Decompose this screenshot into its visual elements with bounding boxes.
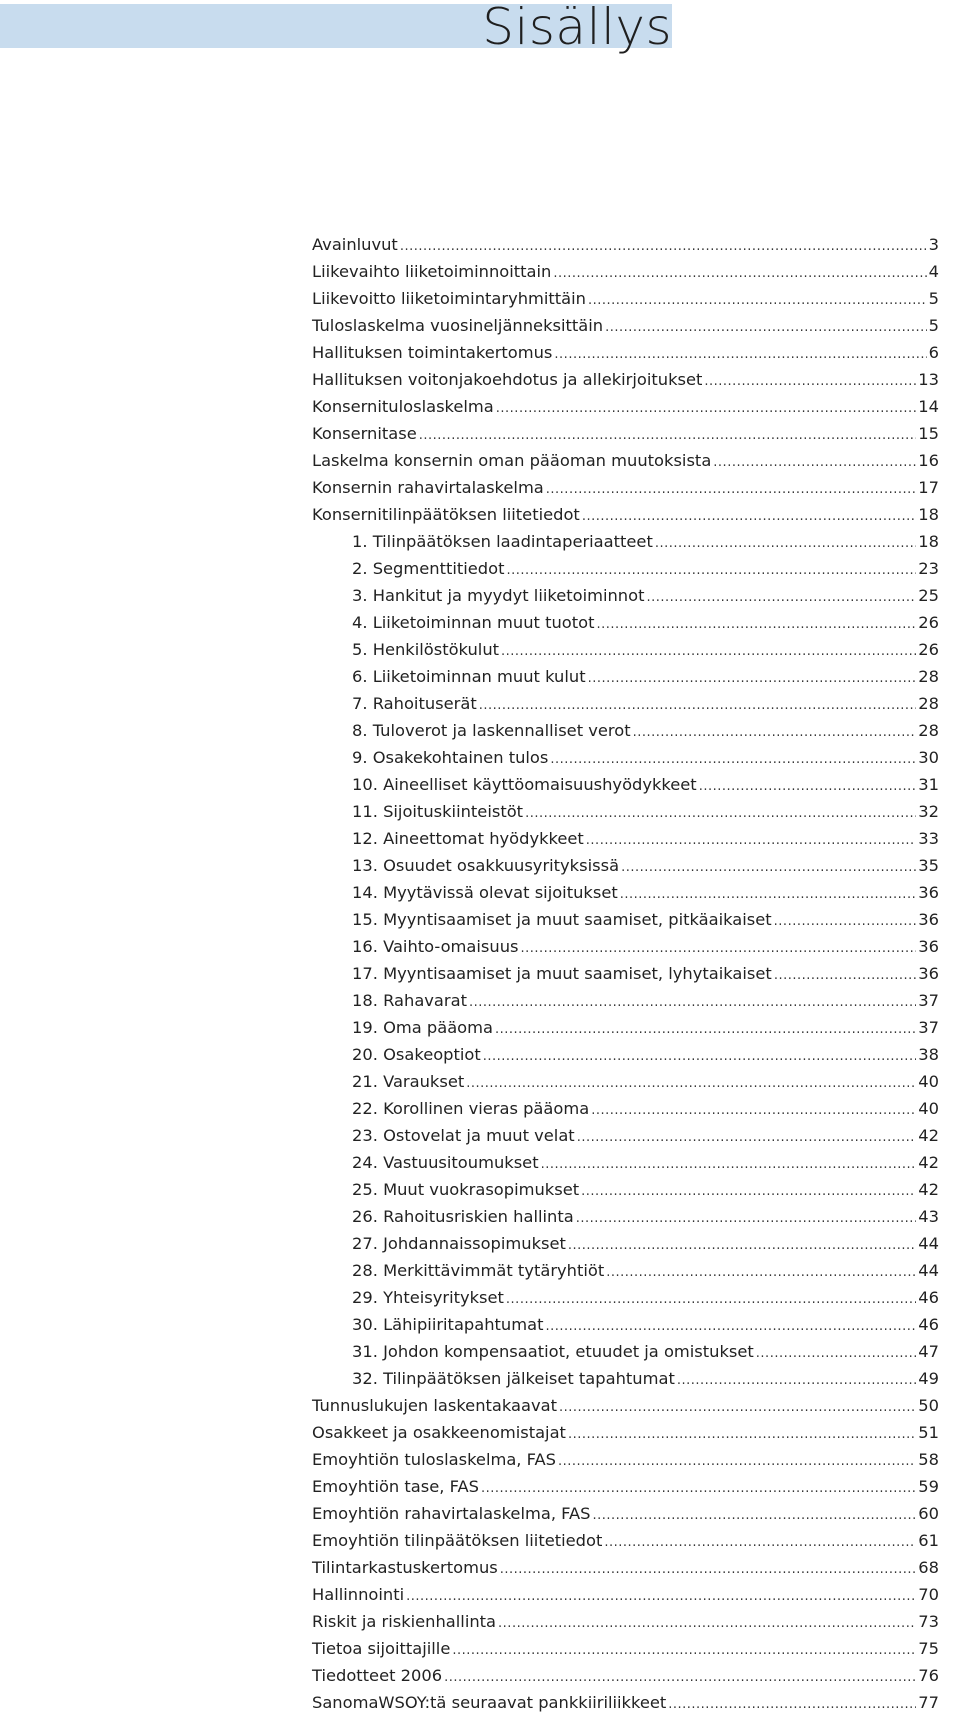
dot-leader (756, 1340, 916, 1367)
toc-entry-page-number: 42 (918, 1126, 939, 1145)
toc-entry[interactable] (312, 1392, 939, 1419)
toc-entry[interactable] (312, 231, 939, 258)
dot-leader (586, 827, 916, 854)
dot-leader (558, 1448, 916, 1475)
toc-entry[interactable] (312, 1608, 939, 1635)
toc-entry-page-number: 40 (918, 1099, 939, 1118)
dot-leader (479, 692, 917, 719)
toc-entry[interactable] (312, 960, 939, 987)
toc-entry-label: 23. Ostovelat ja muut velat (352, 1126, 575, 1145)
toc-entry-label: Laskelma konsernin oman pääoman muutoksista (312, 451, 712, 470)
toc-entry-label: 24. Vastuusitoumukset (352, 1153, 539, 1172)
toc-entry[interactable] (312, 1554, 939, 1581)
toc-entry-label: Konsernituloslaskelma (312, 397, 494, 416)
toc-entry[interactable] (312, 1203, 939, 1230)
toc-entry-label: 7. Rahoituserät (352, 694, 477, 713)
dot-leader (597, 611, 917, 638)
toc-entry[interactable] (312, 798, 939, 825)
toc-entry[interactable] (312, 1662, 939, 1689)
toc-entry-label: 28. Merkittävimmät tytäryhtiöt (352, 1261, 605, 1280)
toc-entry-page-number: 40 (918, 1072, 939, 1091)
toc-entry[interactable] (312, 1635, 939, 1662)
toc-entry[interactable] (312, 1176, 939, 1203)
toc-entry-page-number: 25 (918, 586, 939, 605)
toc-entry[interactable] (312, 258, 939, 285)
toc-entry[interactable] (312, 1257, 939, 1284)
toc-entry[interactable] (312, 663, 939, 690)
toc-entry-label: Liikevaihto liiketoiminnoittain (312, 262, 552, 281)
toc-entry[interactable] (312, 1149, 939, 1176)
toc-entry-page-number: 61 (918, 1531, 939, 1550)
toc-entry-page-number: 28 (918, 721, 939, 740)
toc-entry[interactable] (312, 1311, 939, 1338)
toc-entry-page-number: 75 (918, 1639, 939, 1658)
dot-leader (554, 341, 926, 368)
dot-leader (568, 1232, 916, 1259)
toc-entry-page-number: 76 (918, 1666, 939, 1685)
dot-leader (419, 422, 917, 449)
toc-entry-page-number: 36 (918, 883, 939, 902)
toc-entry[interactable] (312, 285, 939, 312)
toc-entry-page-number: 77 (918, 1693, 939, 1712)
toc-entry-page-number: 46 (918, 1288, 939, 1307)
toc-entry[interactable] (312, 1068, 939, 1095)
toc-entry-page-number: 35 (918, 856, 939, 875)
toc-entry[interactable] (312, 906, 939, 933)
toc-entry-page-number: 4 (928, 262, 939, 281)
toc-entry[interactable] (312, 1338, 939, 1365)
toc-entry-page-number: 36 (918, 937, 939, 956)
toc-entry-label: Riskit ja riskienhallinta (312, 1612, 497, 1631)
toc-entry-label: Emoyhtiön tuloslaskelma, FAS (312, 1450, 556, 1469)
toc-entry[interactable] (312, 1419, 939, 1446)
dot-leader (568, 1421, 916, 1448)
toc-entry-label: 3. Hankitut ja myydyt liiketoiminnot (352, 586, 645, 605)
toc-entry-page-number: 36 (918, 910, 939, 929)
toc-entry-label: 16. Vaihto-omaisuus (352, 937, 519, 956)
dot-leader (525, 800, 916, 827)
table-of-contents (312, 231, 939, 1716)
toc-entry-page-number: 37 (918, 991, 939, 1010)
toc-entry[interactable] (312, 636, 939, 663)
dot-leader (591, 1097, 916, 1124)
toc-entry-page-number: 38 (918, 1045, 939, 1064)
toc-entry[interactable] (312, 1284, 939, 1311)
dot-leader (604, 1529, 916, 1556)
toc-entry-label: Tilintarkastuskertomus (312, 1558, 498, 1577)
toc-entry-page-number: 33 (918, 829, 939, 848)
toc-entry-label: 31. Johdon kompensaatiot, etuudet ja omistukset (352, 1342, 754, 1361)
dot-leader (541, 1151, 917, 1178)
toc-entry-label: 26. Rahoitusriskien hallinta (352, 1207, 574, 1226)
toc-entry-label: 6. Liiketoiminnan muut kulut (352, 667, 586, 686)
dot-leader (546, 476, 917, 503)
dot-leader (774, 962, 916, 989)
toc-entry-page-number: 58 (918, 1450, 939, 1469)
toc-entry-page-number: 15 (918, 424, 939, 443)
dot-leader (469, 989, 916, 1016)
toc-entry-label: Liikevoitto liiketoimintaryhmittäin (312, 289, 586, 308)
toc-entry-page-number: 28 (918, 694, 939, 713)
toc-entry[interactable] (312, 1581, 939, 1608)
toc-entry-page-number: 43 (918, 1207, 939, 1226)
toc-entry-label: 30. Lähipiiritapahtumat (352, 1315, 544, 1334)
toc-entry[interactable] (312, 825, 939, 852)
toc-entry-label: 5. Henkilöstökulut (352, 640, 500, 659)
toc-entry-label: Emoyhtiön rahavirtalaskelma, FAS (312, 1504, 591, 1523)
toc-entry-label: 8. Tuloverot ja laskennalliset verot (352, 721, 631, 740)
toc-entry-page-number: 37 (918, 1018, 939, 1037)
toc-entry-label: Tunnuslukujen laskentakaavat (312, 1396, 557, 1415)
dot-leader (620, 881, 917, 908)
dot-leader (400, 233, 927, 260)
toc-entry-page-number: 5 (928, 289, 939, 308)
toc-entry-page-number: 47 (918, 1342, 939, 1361)
toc-entry-page-number: 31 (918, 775, 939, 794)
dot-leader (507, 557, 917, 584)
toc-entry-page-number: 42 (918, 1180, 939, 1199)
toc-entry-page-number: 50 (918, 1396, 939, 1415)
dot-leader (498, 1610, 916, 1637)
page-title: Sisällys (482, 0, 672, 56)
dot-leader (521, 935, 917, 962)
toc-entry[interactable] (312, 1041, 939, 1068)
toc-entry-label: 17. Myyntisaamiset ja muut saamiset, lyhytaikaiset (352, 964, 772, 983)
dot-leader (621, 854, 916, 881)
toc-entry-label: 14. Myytävissä olevat sijoitukset (352, 883, 618, 902)
toc-entry-page-number: 59 (918, 1477, 939, 1496)
toc-entry-page-number: 26 (918, 640, 939, 659)
toc-entry-page-number: 16 (918, 451, 939, 470)
toc-entry[interactable] (312, 717, 939, 744)
toc-entry-page-number: 5 (928, 316, 939, 335)
toc-entry-label: Osakkeet ja osakkeenomistajat (312, 1423, 566, 1442)
dot-leader (605, 314, 927, 341)
toc-entry-page-number: 13 (918, 370, 939, 389)
dot-leader (699, 773, 917, 800)
toc-entry-page-number: 44 (918, 1261, 939, 1280)
dot-leader (545, 1313, 916, 1340)
toc-entry-label: 15. Myyntisaamiset ja muut saamiset, pitkäaikaiset (352, 910, 772, 929)
toc-entry[interactable] (312, 1446, 939, 1473)
toc-entry[interactable] (312, 1122, 939, 1149)
toc-entry-label: 22. Korollinen vieras pääoma (352, 1099, 590, 1118)
dot-leader (553, 260, 926, 287)
toc-entry-page-number: 18 (918, 505, 939, 524)
toc-entry-label: 10. Aineelliset käyttöomaisuushyödykkeet (352, 775, 697, 794)
dot-leader (704, 368, 916, 395)
toc-entry-label: 27. Johdannaissopimukset (352, 1234, 566, 1253)
dot-leader (506, 1286, 916, 1313)
toc-entry-label: Avainluvut (312, 235, 398, 254)
dot-leader (677, 1367, 916, 1394)
dot-leader (406, 1583, 916, 1610)
toc-entry[interactable] (312, 1473, 939, 1500)
dot-leader (576, 1205, 917, 1232)
dot-leader (452, 1637, 916, 1664)
toc-entry-label: 11. Sijoituskiinteistöt (352, 802, 524, 821)
toc-entry-page-number: 17 (918, 478, 939, 497)
toc-entry[interactable] (312, 474, 939, 501)
toc-entry-label: Hallinnointi (312, 1585, 405, 1604)
toc-entry-page-number: 44 (918, 1234, 939, 1253)
toc-entry[interactable] (312, 1500, 939, 1527)
dot-leader (550, 746, 916, 773)
dot-leader (588, 665, 917, 692)
dot-leader (500, 1556, 917, 1583)
toc-entry[interactable] (312, 1014, 939, 1041)
toc-entry[interactable] (312, 609, 939, 636)
toc-entry-label: 29. Yhteisyritykset (352, 1288, 504, 1307)
toc-entry-page-number: 28 (918, 667, 939, 686)
toc-entry[interactable] (312, 852, 939, 879)
toc-entry-label: Konsernitilinpäätöksen liitetiedot (312, 505, 580, 524)
toc-entry[interactable] (312, 555, 939, 582)
toc-entry[interactable] (312, 690, 939, 717)
toc-entry-page-number: 42 (918, 1153, 939, 1172)
dot-leader (559, 1394, 916, 1421)
dot-leader (495, 1016, 916, 1043)
dot-leader (577, 1124, 917, 1151)
toc-entry-label: 1. Tilinpäätöksen laadintaperiaatteet (352, 532, 653, 551)
dot-leader (582, 503, 916, 530)
toc-entry-label: 21. Varaukset (352, 1072, 465, 1091)
dot-leader (501, 638, 916, 665)
toc-entry[interactable] (312, 1689, 939, 1716)
toc-entry[interactable] (312, 447, 939, 474)
toc-entry-label: 13. Osuudet osakkuusyrityksissä (352, 856, 620, 875)
dot-leader (496, 395, 917, 422)
toc-entry[interactable] (312, 744, 939, 771)
toc-entry-page-number: 46 (918, 1315, 939, 1334)
toc-entry-label: 32. Tilinpäätöksen jälkeiset tapahtumat (352, 1369, 675, 1388)
dot-leader (481, 1475, 916, 1502)
toc-entry[interactable] (312, 312, 939, 339)
toc-entry-page-number: 51 (918, 1423, 939, 1442)
toc-entry[interactable] (312, 501, 939, 528)
toc-entry[interactable] (312, 879, 939, 906)
toc-entry[interactable] (312, 987, 939, 1014)
toc-entry-label: 19. Oma pääoma (352, 1018, 493, 1037)
toc-entry-page-number: 73 (918, 1612, 939, 1631)
toc-entry[interactable] (312, 366, 939, 393)
toc-entry-label: Emoyhtiön tase, FAS (312, 1477, 479, 1496)
dot-leader (581, 1178, 916, 1205)
toc-entry-label: 18. Rahavarat (352, 991, 467, 1010)
toc-entry-label: 2. Segmenttitiedot (352, 559, 505, 578)
toc-entry-page-number: 68 (918, 1558, 939, 1577)
toc-entry[interactable] (312, 1230, 939, 1257)
dot-leader (588, 287, 927, 314)
toc-entry-page-number: 30 (918, 748, 939, 767)
toc-entry-label: Tietoa sijoittajille (312, 1639, 451, 1658)
toc-entry-label: Emoyhtiön tilinpäätöksen liitetiedot (312, 1531, 603, 1550)
dot-leader (606, 1259, 916, 1286)
toc-entry[interactable] (312, 582, 939, 609)
toc-entry-page-number: 18 (918, 532, 939, 551)
dot-leader (633, 719, 917, 746)
toc-entry-page-number: 36 (918, 964, 939, 983)
toc-entry-label: 25. Muut vuokrasopimukset (352, 1180, 580, 1199)
toc-entry-label: Hallituksen toimintakertomus (312, 343, 553, 362)
toc-entry-label: Tuloslaskelma vuosineljänneksittäin (312, 316, 604, 335)
dot-leader (444, 1664, 916, 1691)
toc-entry[interactable] (312, 528, 939, 555)
toc-entry[interactable] (312, 771, 939, 798)
toc-entry[interactable] (312, 1527, 939, 1554)
toc-entry[interactable] (312, 339, 939, 366)
toc-entry-label: 20. Osakeoptiot (352, 1045, 481, 1064)
toc-entry-page-number: 14 (918, 397, 939, 416)
toc-entry-page-number: 3 (928, 235, 939, 254)
dot-leader (774, 908, 917, 935)
toc-entry-page-number: 60 (918, 1504, 939, 1523)
dot-leader (646, 584, 916, 611)
toc-entry[interactable] (312, 420, 939, 447)
dot-leader (655, 530, 916, 557)
toc-entry-label: Hallituksen voitonjakoehdotus ja allekirjoitukset (312, 370, 703, 389)
toc-entry-page-number: 70 (918, 1585, 939, 1604)
toc-entry-label: 9. Osakekohtainen tulos (352, 748, 549, 767)
toc-entry-label: 12. Aineettomat hyödykkeet (352, 829, 584, 848)
toc-entry-label: Konsernin rahavirtalaskelma (312, 478, 544, 497)
toc-entry-page-number: 26 (918, 613, 939, 632)
toc-entry[interactable] (312, 933, 939, 960)
toc-entry[interactable] (312, 393, 939, 420)
toc-entry[interactable] (312, 1095, 939, 1122)
toc-entry-label: 4. Liiketoiminnan muut tuotot (352, 613, 595, 632)
toc-entry-page-number: 32 (918, 802, 939, 821)
toc-entry-label: Konsernitase (312, 424, 417, 443)
toc-entry-label: Tiedotteet 2006 (312, 1666, 443, 1685)
dot-leader (593, 1502, 917, 1529)
toc-entry-label: SanomaWSOY:tä seuraavat pankkiiriliikkeet (312, 1693, 667, 1712)
dot-leader (483, 1043, 917, 1070)
toc-entry-page-number: 6 (928, 343, 939, 362)
toc-entry-page-number: 23 (918, 559, 939, 578)
toc-entry-page-number: 49 (918, 1369, 939, 1388)
toc-entry[interactable] (312, 1365, 939, 1392)
dot-leader (713, 449, 916, 476)
dot-leader (466, 1070, 916, 1097)
